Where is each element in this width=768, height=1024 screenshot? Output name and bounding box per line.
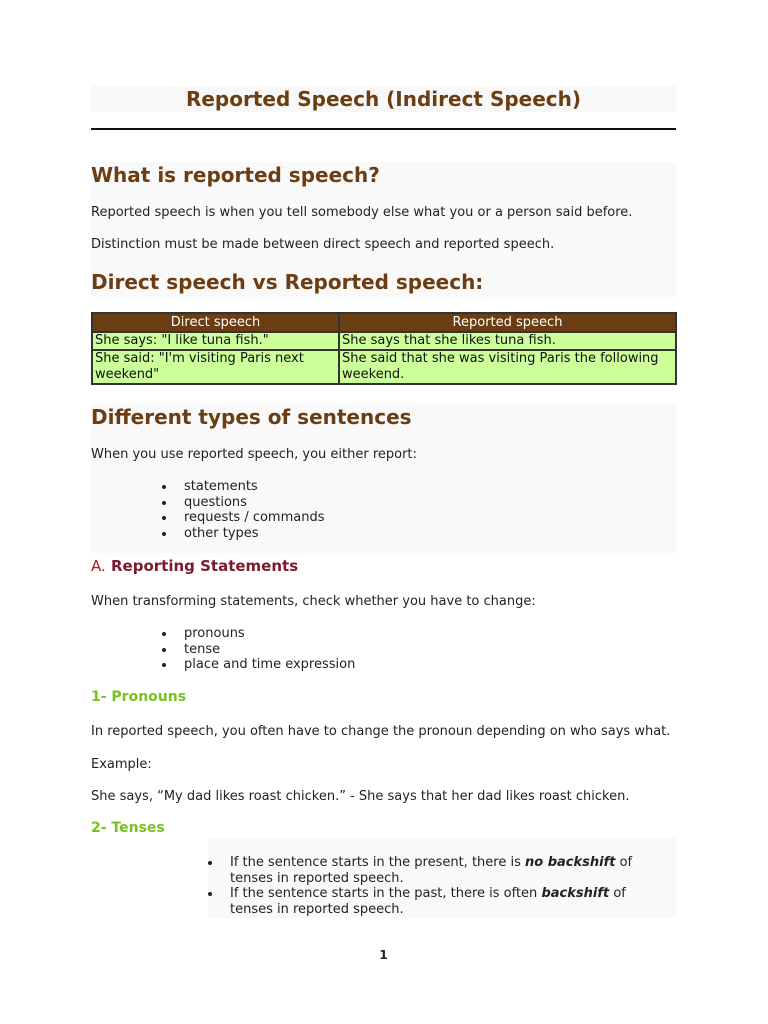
heading-pronouns: 1- Pronouns [91,689,187,705]
heading-tenses: 2- Tenses [91,820,165,836]
list-item: place and time expression [184,657,355,673]
heading-direct-vs-reported: Direct speech vs Reported speech: [91,270,484,294]
bullet-icon [162,663,166,667]
speech-comparison-table [91,312,677,385]
list-item: If the sentence starts in the present, there is no backshift of tenses in reported speech. [230,855,670,886]
paragraph: When you use reported speech, you either report: [91,447,417,462]
paragraph: In reported speech, you often have to change the pronoun depending on who says what. [91,724,671,739]
example-label: Example: [91,757,152,772]
paragraph: Reported speech is when you tell somebody else what you or a person said before. [91,205,633,220]
table-cell: She says that she likes tuna fish. [339,332,676,350]
sentence-types-list [184,479,325,542]
paragraph: Distinction must be made between direct speech and reported speech. [91,237,555,252]
document-title: Reported Speech (Indirect Speech) [185,87,582,111]
bullet-icon [162,648,166,652]
table-cell: She says: "I like tuna fish." [92,332,339,350]
paragraph: When transforming statements, check whether you have to change: [91,594,536,609]
example-sentence: She says, “My dad likes roast chicken.” - She says that her dad likes roast chicken. [91,789,630,804]
tenses-list [230,855,670,918]
heading-reporting-statements: A. Reporting Statements [91,557,299,575]
bullet-icon [162,485,166,489]
bullet-icon [208,861,212,865]
change-list [184,626,355,673]
list-item: other types [184,526,325,542]
heading-what-is-reported-speech: What is reported speech? [91,163,380,187]
list-item: tense [184,642,355,658]
list-item: requests / commands [184,510,325,526]
page-number: 1 [379,948,388,962]
bullet-icon [162,632,166,636]
table-row [92,350,676,384]
table-header: Direct speech [92,313,339,332]
list-item: pronouns [184,626,355,642]
table-header-row [92,313,676,332]
table-cell: She said that she was visiting Paris the following weekend. [339,350,676,384]
title-rule [91,128,676,130]
table-row [92,332,676,350]
bullet-icon [162,501,166,505]
list-item: If the sentence starts in the past, there is often backshift of tenses in reported speech. [230,886,670,917]
list-item: statements [184,479,325,495]
table-cell: She said: "I'm visiting Paris next weekend" [92,350,339,384]
list-item: questions [184,495,325,511]
heading-different-types: Different types of sentences [91,405,412,429]
table-header: Reported speech [339,313,676,332]
